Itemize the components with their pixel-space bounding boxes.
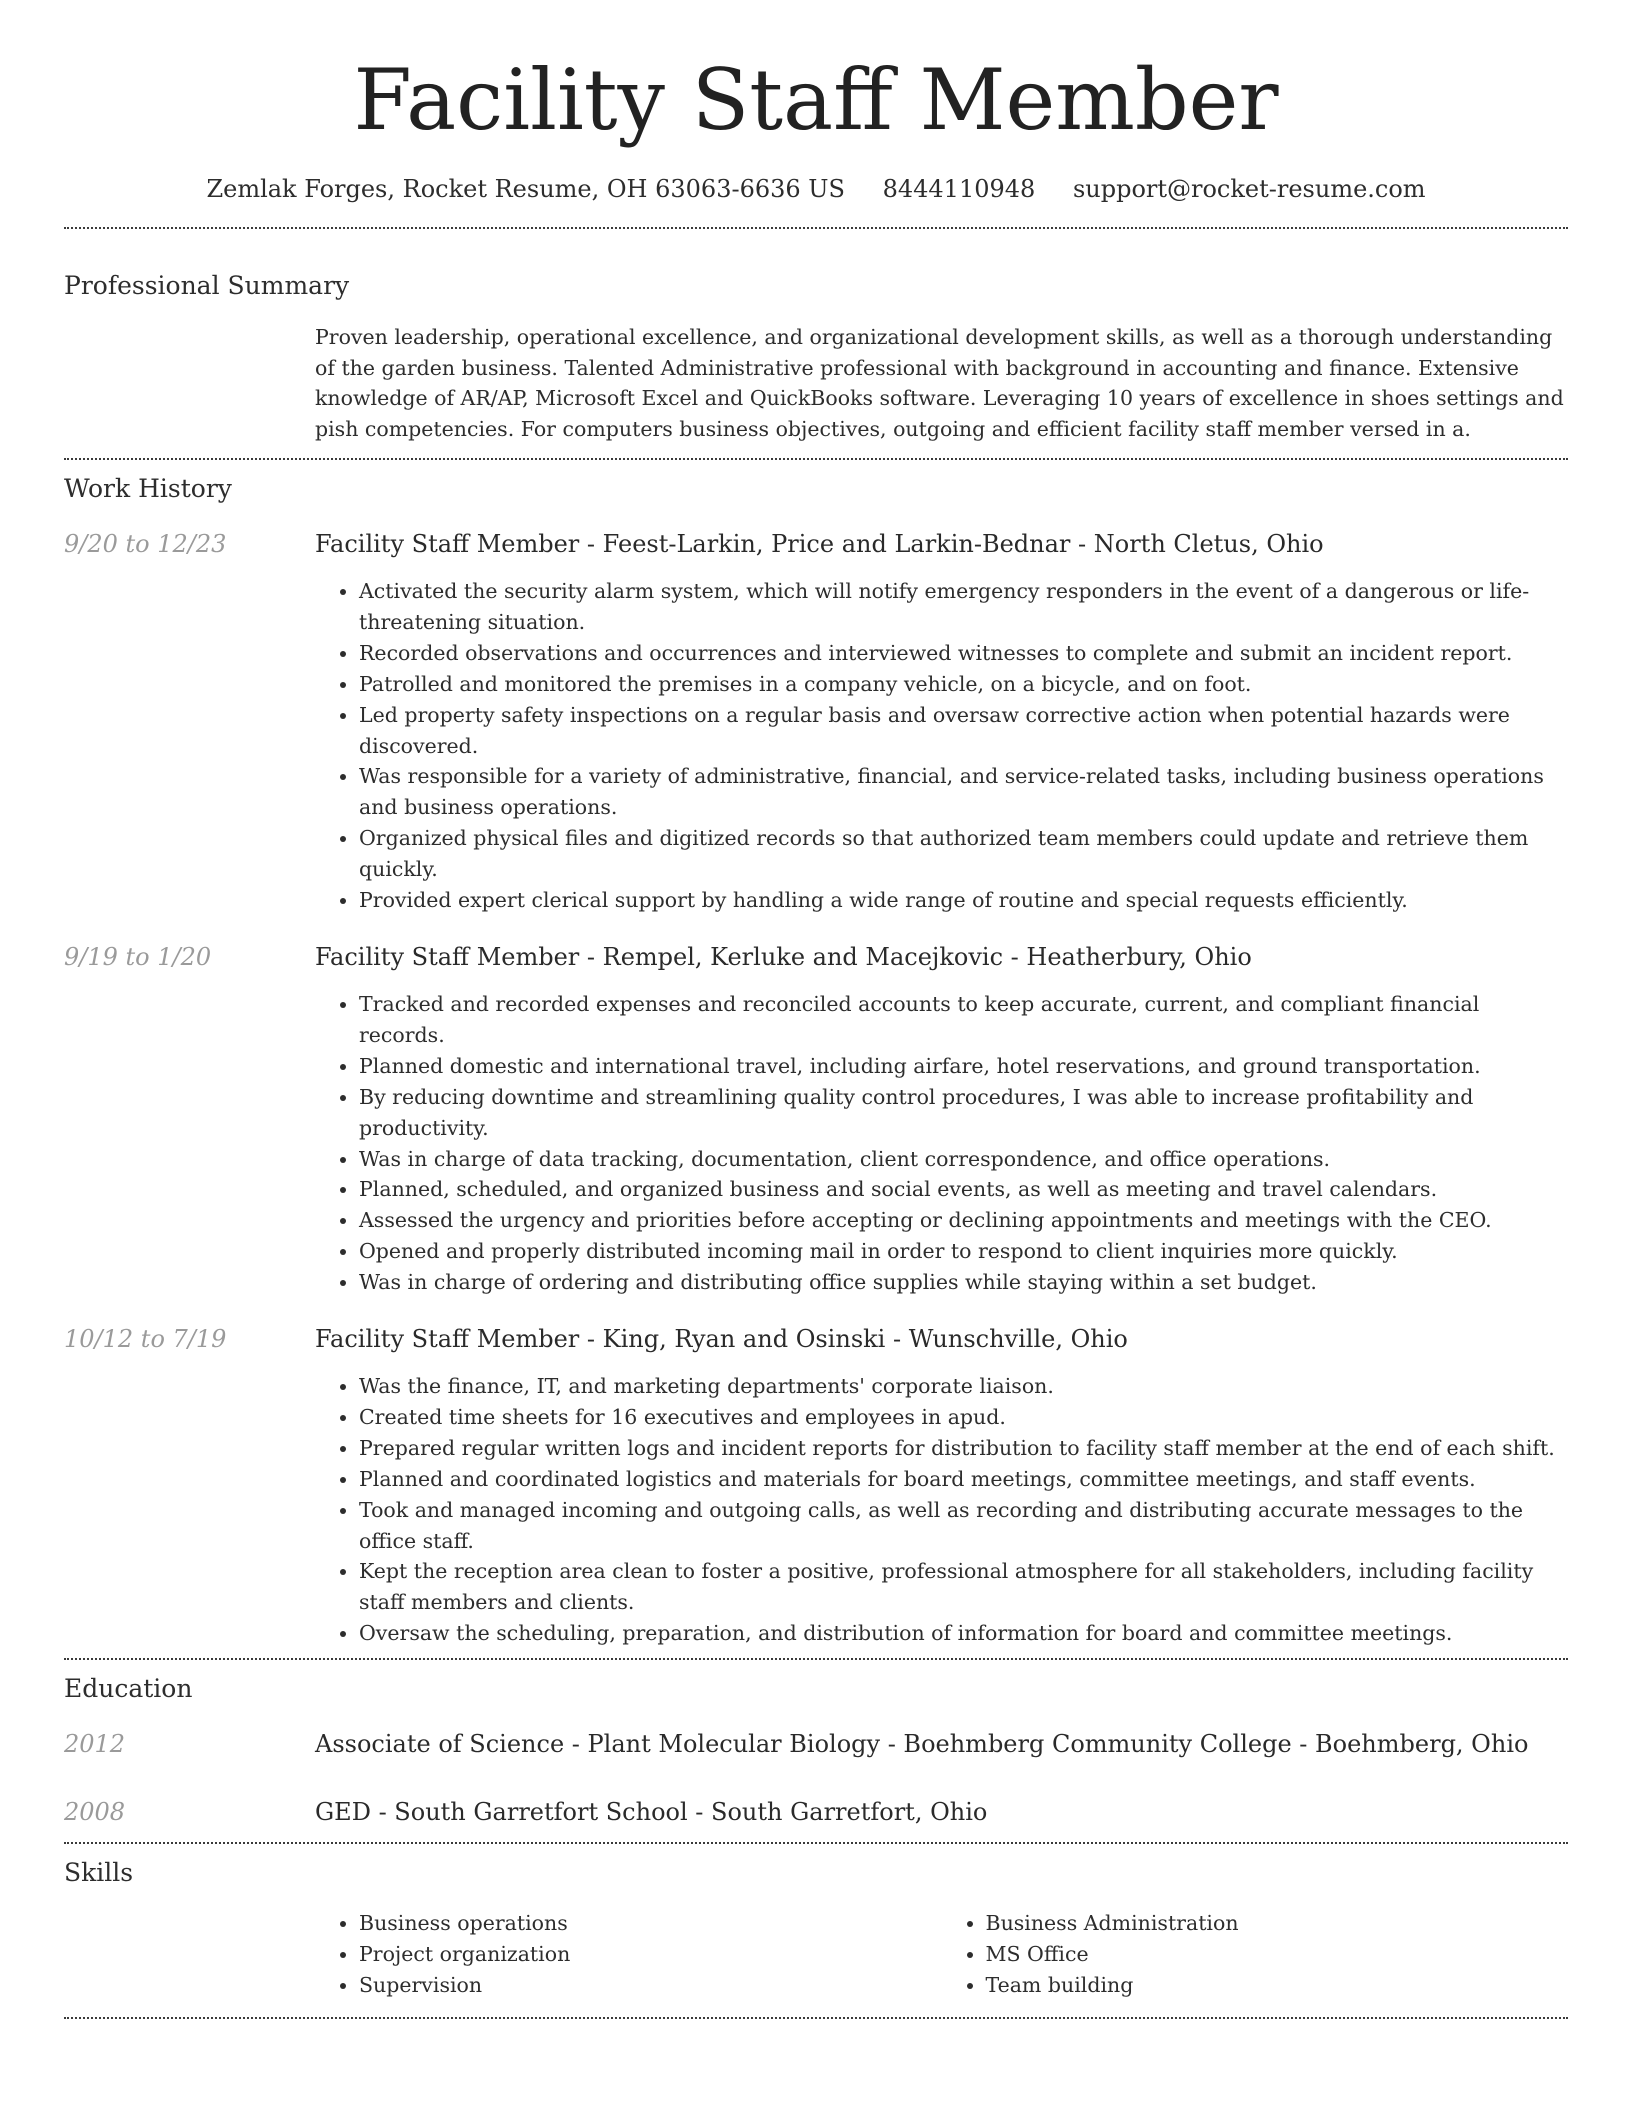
- skill-item: • Team building: [986, 1970, 1569, 2001]
- contact-phone: 8444110948: [882, 175, 1036, 203]
- list-item: • Provided expert clerical support by handling a wide range of routine and special requests efficiently.: [359, 885, 1568, 916]
- candidate-name: Facility Staff Member: [353, 51, 1279, 149]
- contact-line: [64, 172, 1568, 206]
- skill-item: • Project organization: [359, 1939, 942, 1970]
- education-year: 2008: [64, 1798, 126, 1827]
- work-section: [64, 472, 1568, 1649]
- skills-section: [64, 1856, 1568, 2001]
- job-entry: [64, 528, 1568, 916]
- divider: [64, 458, 1568, 460]
- list-item: • Planned and coordinated logistics and materials for board meetings, committee meetings, and staff events.: [359, 1464, 1568, 1495]
- job-bullets: [315, 576, 1568, 916]
- skill-item: • Supervision: [359, 1970, 942, 2001]
- list-item: • Was responsible for a variety of administrative, financial, and service-related tasks, including business operations and business operations.: [359, 761, 1568, 823]
- resume-page: [64, 0, 1568, 2019]
- list-item: • Organized physical files and digitized records so that authorized team members could update and retrieve them quickly.: [359, 823, 1568, 885]
- education-heading: GED - South Garretfort School - South Garretfort, Ohio: [315, 1798, 988, 1827]
- section-title-skills: Skills: [64, 1858, 134, 1888]
- list-item: • Oversaw the scheduling, preparation, and distribution of information for board and committee meetings.: [359, 1618, 1568, 1649]
- list-item: • Patrolled and monitored the premises in a company vehicle, on a bicycle, and on foot.: [359, 669, 1568, 700]
- job-dates: 10/12 to 7/19: [64, 1325, 227, 1354]
- skills-list-right: [942, 1908, 1569, 2001]
- list-item: • Was in charge of ordering and distributing office supplies while staying within a set budget.: [359, 1267, 1568, 1298]
- divider: [64, 2017, 1568, 2019]
- list-item: • Activated the security alarm system, which will notify emergency responders in the event of a dangerous or life-threatening situation.: [359, 576, 1568, 638]
- job-heading: Facility Staff Member - Feest-Larkin, Price and Larkin-Bednar - North Cletus, Ohio: [315, 530, 1324, 558]
- list-item: • Opened and properly distributed incoming mail in order to respond to client inquiries more quickly.: [359, 1236, 1568, 1267]
- skill-item: • Business Administration: [986, 1908, 1569, 1939]
- list-item: • Planned, scheduled, and organized business and social events, as well as meeting and travel calendars.: [359, 1174, 1568, 1205]
- list-item: • Was in charge of data tracking, documentation, client correspondence, and office operations.: [359, 1144, 1568, 1175]
- skills-list-left: [315, 1908, 942, 2001]
- job-heading: Facility Staff Member - Rempel, Kerluke and Macejkovic - Heatherbury, Ohio: [315, 942, 1252, 971]
- job-dates: 9/20 to 12/23: [64, 530, 227, 558]
- list-item: • Led property safety inspections on a regular basis and oversaw corrective action when potential hazards were discovered.: [359, 700, 1568, 762]
- skills-grid: [315, 1908, 1568, 2001]
- skill-item: • MS Office: [986, 1939, 1569, 1970]
- section-title-education: Education: [64, 1674, 193, 1704]
- job-bullets: [315, 1371, 1568, 1649]
- summary-text: Proven leadership, operational excellence, and organizational development skills, as well as a thorough understanding of the garden business. Talented Administrative professional with background in accounting and finance. Extensive knowledge of AR/AP, Microsoft Excel and QuickBooks software. Leveraging 10 years of excellence in shoes settings and pish competencies. For computers business objectives, outgoing and efficient facility staff member versed in a.: [315, 325, 1564, 441]
- contact-address: Zemlak Forges, Rocket Resume, OH 63063-6636 US: [206, 175, 845, 203]
- list-item: • Prepared regular written logs and incident reports for distribution to facility staff member at the end of each shift.: [359, 1433, 1568, 1464]
- list-item: • Kept the reception area clean to foster a positive, professional atmosphere for all stakeholders, including facility staff members and clients.: [359, 1556, 1568, 1618]
- list-item: • Planned domestic and international travel, including airfare, hotel reservations, and ground transportation.: [359, 1051, 1568, 1082]
- divider: [64, 1842, 1568, 1844]
- list-item: • Was the finance, IT, and marketing departments' corporate liaison.: [359, 1371, 1568, 1402]
- job-dates: 9/19 to 1/20: [64, 942, 212, 971]
- list-item: • Tracked and recorded expenses and reconciled accounts to keep accurate, current, and compliant financial records.: [359, 989, 1568, 1051]
- list-item: • Took and managed incoming and outgoing calls, as well as recording and distributing accurate messages to the office staff.: [359, 1495, 1568, 1557]
- skill-item: • Business operations: [359, 1908, 942, 1939]
- job-entry: [64, 941, 1568, 1298]
- job-entry: [64, 1323, 1568, 1649]
- job-bullets: [315, 989, 1568, 1298]
- section-title-work: Work History: [64, 474, 232, 503]
- education-entry: [64, 1796, 1568, 1828]
- list-item: • Assessed the urgency and priorities before accepting or declining appointments and meetings with the CEO.: [359, 1205, 1568, 1236]
- list-item: • Created time sheets for 16 executives and employees in apud.: [359, 1402, 1568, 1433]
- divider: [64, 1658, 1568, 1660]
- divider: [64, 227, 1568, 229]
- education-year: 2012: [64, 1730, 126, 1759]
- contact-email: support@rocket-resume.com: [1072, 175, 1426, 203]
- education-heading: Associate of Science - Plant Molecular Biology - Boehmberg Community College - Boehmberg, Ohio: [315, 1730, 1529, 1759]
- education-section: [64, 1672, 1568, 1828]
- section-title-summary: Professional Summary: [64, 271, 350, 300]
- education-entry: [64, 1728, 1568, 1760]
- summary-section: [64, 269, 1568, 444]
- list-item: • By reducing downtime and streamlining quality control procedures, I was able to increase profitability and productivity.: [359, 1082, 1568, 1144]
- list-item: • Recorded observations and occurrences and interviewed witnesses to complete and submit an incident report.: [359, 638, 1568, 669]
- job-heading: Facility Staff Member - King, Ryan and Osinski - Wunschville, Ohio: [315, 1325, 1128, 1354]
